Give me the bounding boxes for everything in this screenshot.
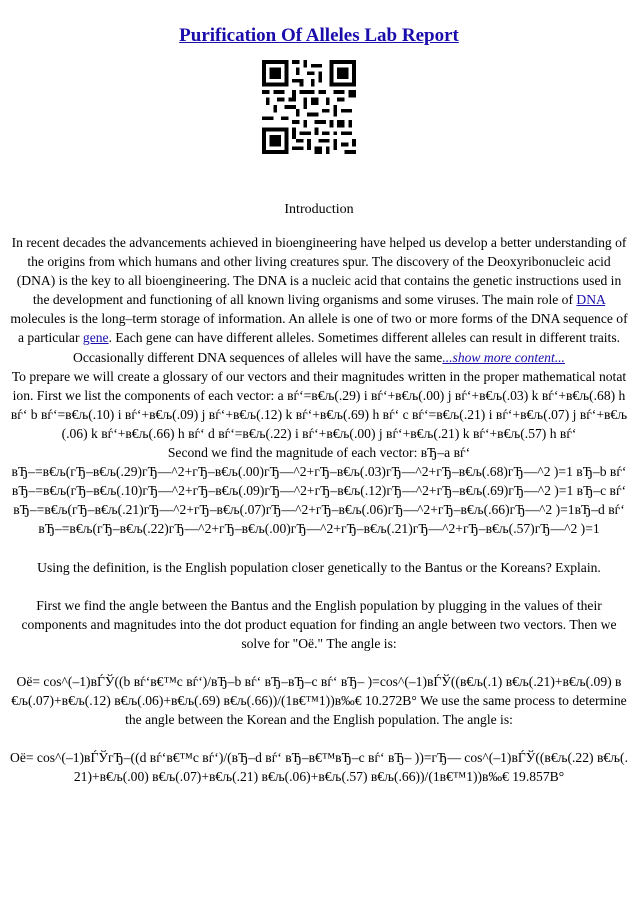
- magnitude-intro: Second we find the magnitude of each vector: вЂ–a вѓ‘: [167, 445, 471, 461]
- intro-text-3: . Each gene can have different alleles. Sometimes different alleles can result in different traits. Occasionally different DNA sequences of alleles will have the same: [73, 330, 621, 365]
- show-more-link[interactable]: ...show more content...: [442, 349, 565, 365]
- intro-paragraph: [10, 233, 628, 367]
- intro-text-2: molecules is the long–term storage of information. An allele is one of two or more forms of the DNA sequence of a particular: [10, 311, 628, 346]
- qr-code-icon: [262, 60, 356, 154]
- question-paragraph: Using the definition, is the English population closer genetically to the Bantus or the Koreans? Explain.: [37, 559, 601, 575]
- dna-link[interactable]: DNA: [576, 292, 606, 308]
- document-body: [10, 233, 628, 786]
- angle-bantu-paragraph: Оё= cos^(–1)вЃЎ((b вѓ‘в€™c вѓ‘)/вЂ–b вѓ‘ вЂ–вЂ–c вѓ‘ вЂ– )=cos^(–1)вЃЎ((в€љ(.1) в€љ(.21)+в€љ(.09) в€љ(.07)+в€љ(.12) в€љ(.06)+в€љ(.69) в€љ(.66))/(1в€™1))в‰€ 10.272В° We use the same process to determine the angle between the Korean and the English population. The angle is:: [11, 673, 627, 728]
- gene-link[interactable]: gene: [82, 330, 109, 346]
- angle-korean-paragraph: Оё= cos^(–1)вЃЎгЂ–((d вѓ‘в€™c вѓ‘)/(вЂ–d вѓ‘ вЂ–в€™вЂ–c вѓ‘ вЂ– ))=гЂ— cos^(–1)вЃЎ((в€љ(.22) в€љ(.21)+в€љ(.00) в€љ(.07)+в€љ(.21) в€љ(.06)+в€љ(.57) в€љ(.66))/(1в€™1))в‰€ 19.857В°: [10, 750, 628, 785]
- vectors-paragraph: To prepare we will create a glossary of our vectors and their magnitudes written in the proper mathematical notation. First we list the components of each vector: a вѓ‘=в€љ(.29) i вѓ‘+в€љ(.00) j вѓ‘+в€љ(.03) k вѓ‘+в€љ(.68) h вѓ‘ b вѓ‘=в€љ(.10) i вѓ‘+в€љ(.09) j вѓ‘+в€љ(.12) k вѓ‘+в€љ(.69) h вѓ‘ c вѓ‘=в€љ(.21) i вѓ‘+в€љ(.07) j вѓ‘+в€љ(.06) k вѓ‘+в€љ(.66) h вѓ‘ d вѓ‘=в€љ(.22) i вѓ‘+в€љ(.00) j вѓ‘+в€љ(.21) k вѓ‘+в€љ(.57) h вѓ‘: [10, 368, 628, 441]
- section-heading: Introduction: [284, 202, 354, 217]
- angle-method-paragraph: First we find the angle between the Bantus and the English population by plugging in the values of their components and magnitudes into the dot product equation for finding an angle between two vectors. Then we solve for "Оё." The angle is:: [21, 597, 617, 651]
- intro-text-1: In recent decades the advancements achieved in bioengineering have helped us develop a better understanding of the origins from which humans and other living creatures spur. The discovery of the Deoxyribonucleic acid (DNA) is the key to all bioengineering. The DNA is a nucleic acid that contains the genetic instructions used in the development and functioning of all known living organisms and some viruses. The main role of: [11, 235, 627, 308]
- magnitudes-paragraph: вЂ–=в€љ(гЂ–в€љ(.29)гЂ—^2+гЂ–в€љ(.00)гЂ—^2+гЂ–в€љ(.03)гЂ—^2+гЂ–в€љ(.68)гЂ—^2 )=1 вЂ–b вѓ‘ вЂ–=в€љ(гЂ–в€љ(.10)гЂ—^2+гЂ–в€љ(.09)гЂ—^2+гЂ–в€љ(.12)гЂ—^2+гЂ–в€љ(.69)гЂ—^2 )=1 вЂ–c вѓ‘ вЂ–=в€љ(гЂ–в€љ(.21)гЂ—^2+гЂ–в€љ(.07)гЂ—^2+гЂ–в€љ(.06)гЂ—^2+гЂ–в€љ(.66)гЂ—^2 )=1вЂ–d вѓ‘ вЂ–=в€љ(гЂ–в€љ(.22)гЂ—^2+гЂ–в€љ(.00)гЂ—^2+гЂ–в€љ(.21)гЂ—^2+гЂ–в€љ(.57)гЂ—^2 )=1: [11, 464, 627, 537]
- document-title[interactable]: Purification Of Alleles Lab Report: [179, 25, 459, 46]
